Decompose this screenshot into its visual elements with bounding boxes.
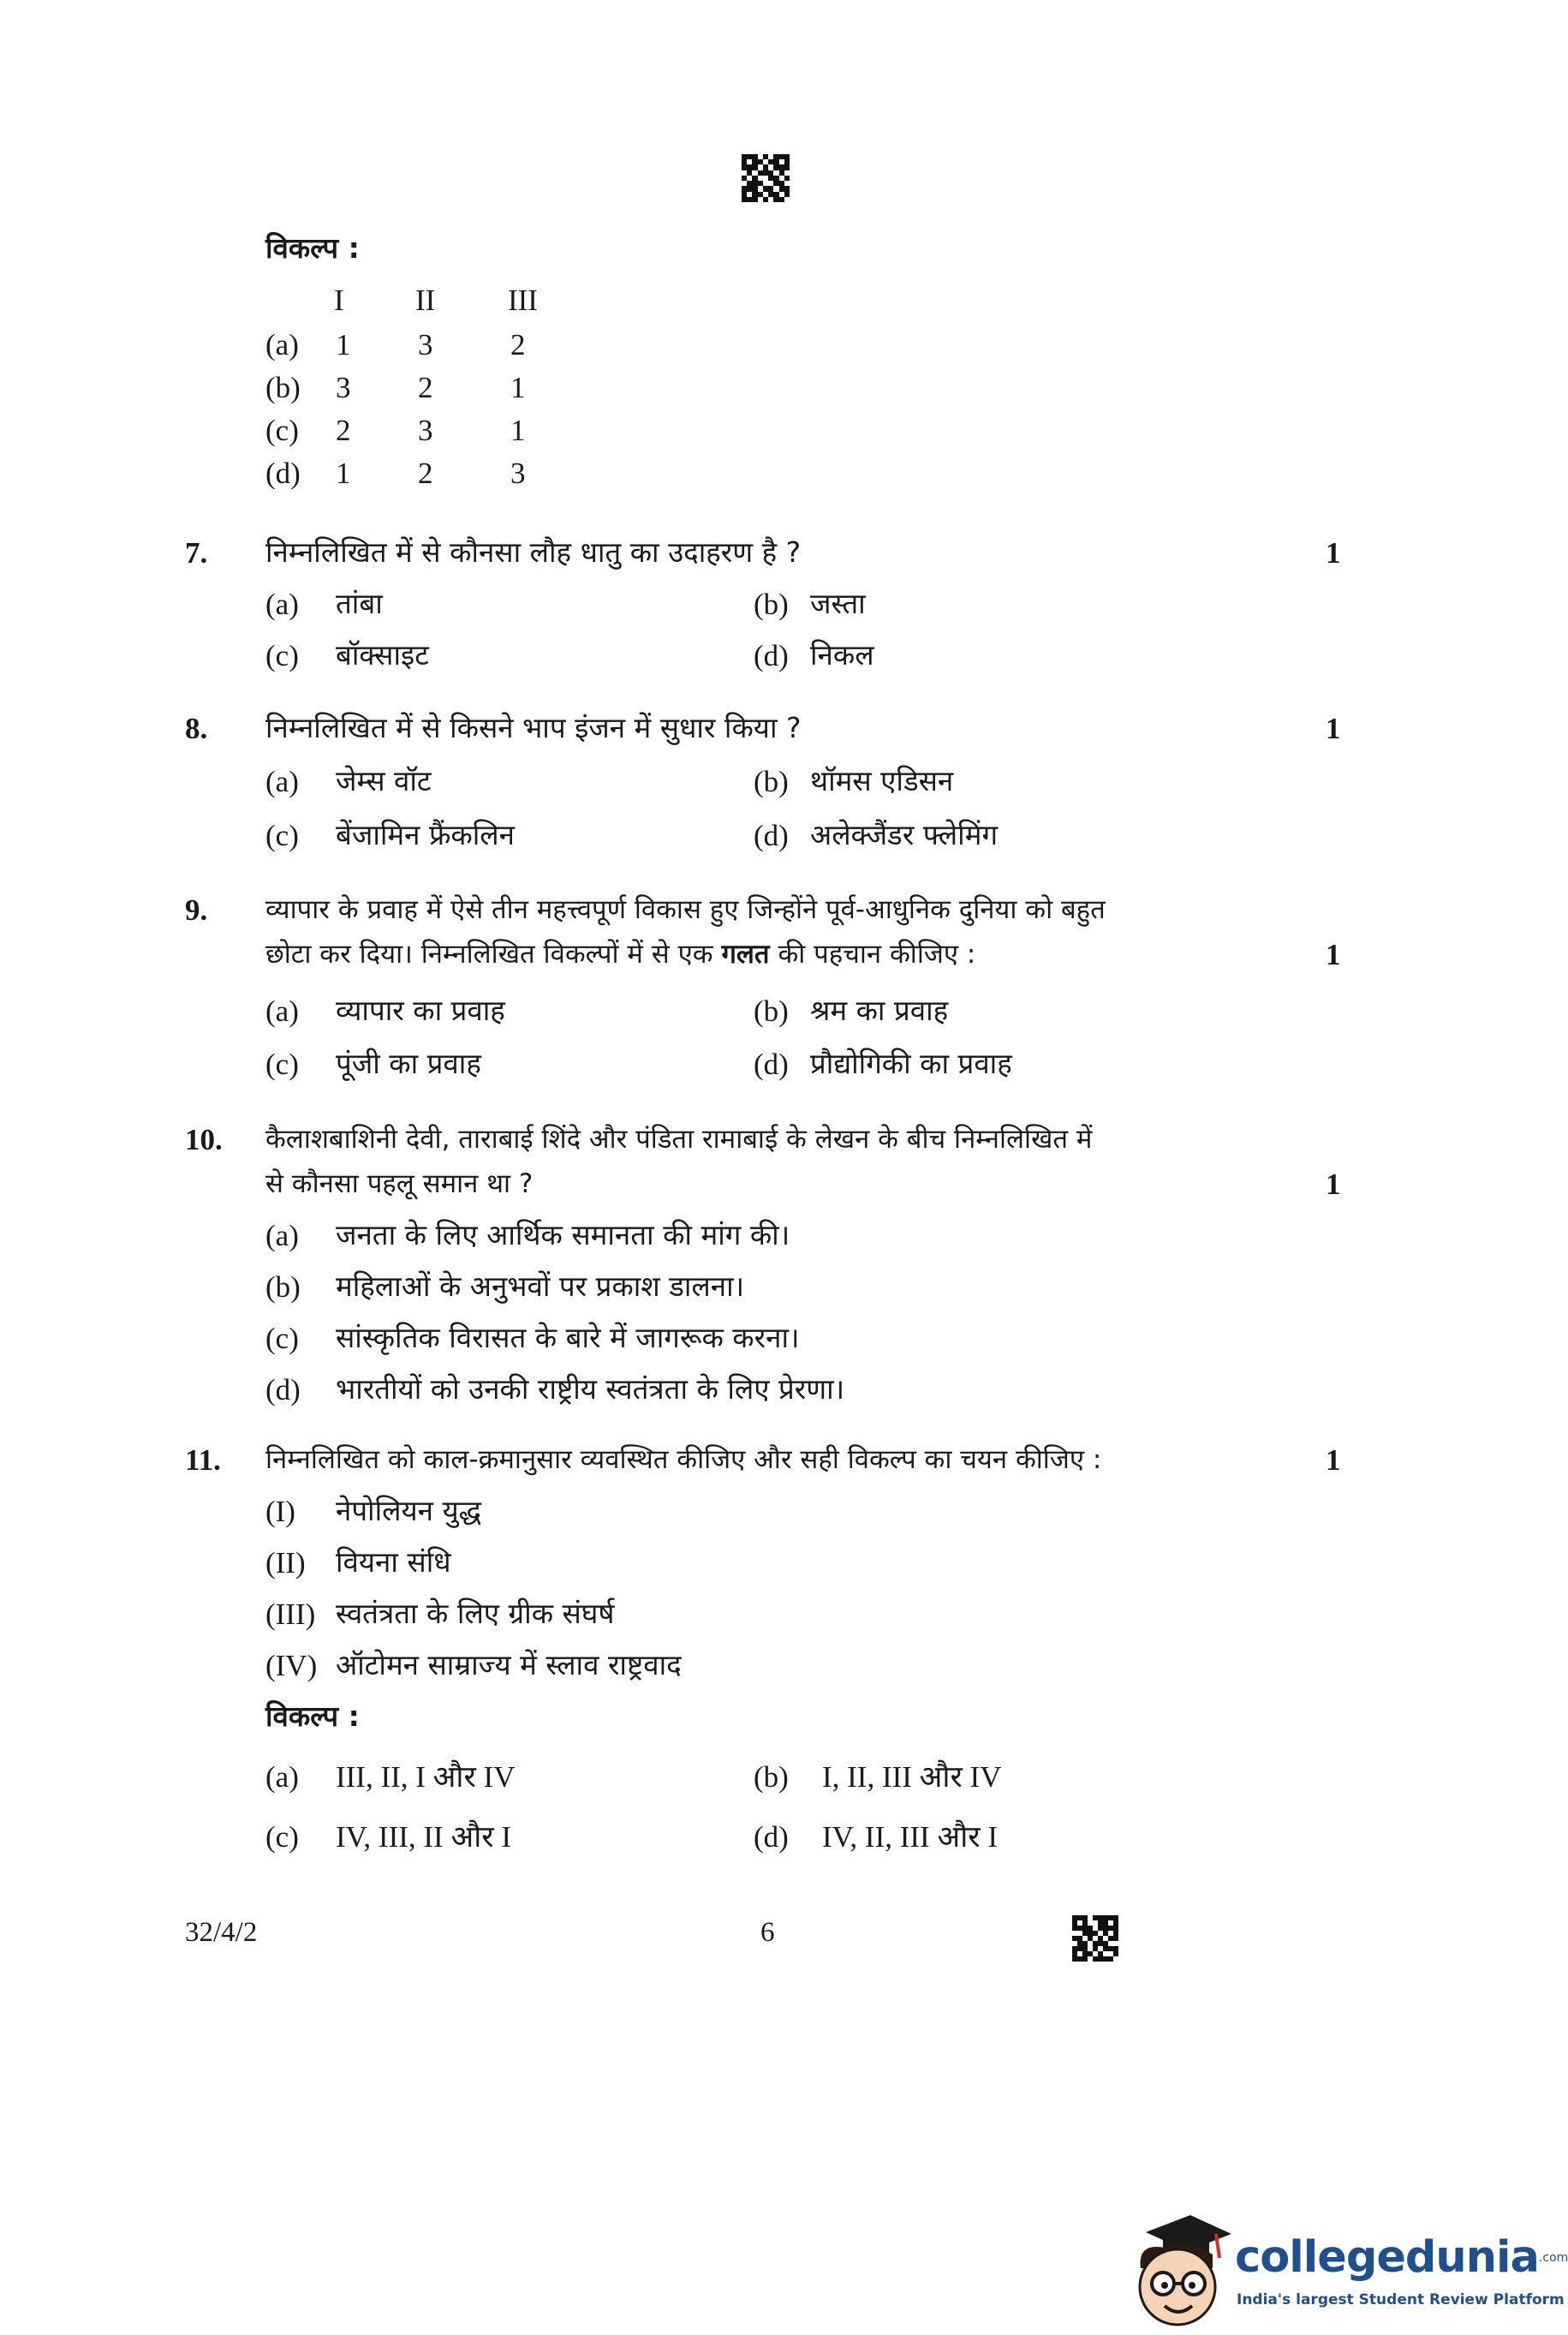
option-text: I, II, III और IV [822,1760,1002,1794]
question-marks: 1 [1326,1168,1341,1201]
logo-brand-suffix: .com [1538,2251,1568,2265]
option-label: (b) [754,994,789,1028]
match-cell: 3 [418,328,433,361]
question-text: निम्नलिखित को काल-क्रमानुसार व्यवस्थित कीजिए और सही विकल्प का चयन कीजिए : [265,1444,1102,1475]
option-label: (d) [754,1820,789,1854]
match-row-label: (c) [265,414,299,447]
match-cell: 3 [418,414,433,447]
match-cell: 3 [336,371,351,404]
match-cell: 3 [510,457,526,490]
option-text: थॉमस एडिसन [810,764,954,797]
question-text-line-1: व्यापार के प्रवाह में ऐसे तीन महत्त्वपूर्ण विकास हुए जिन्होंने पूर्व-आधुनिक दुनिया को बहुत [265,894,1106,925]
option-label: (a) [265,1760,299,1794]
item-text: नेपोलियन युद्ध [336,1494,481,1527]
option-text: श्रम का प्रवाह [810,994,949,1027]
question-marks: 1 [1326,536,1341,570]
qr-code-icon [742,154,790,202]
page-number: 6 [760,1917,775,1948]
qr-code-icon [1072,1915,1118,1962]
question-number: 10. [185,1123,223,1156]
option-label: (c) [265,819,299,852]
item-label: (II) [265,1546,306,1580]
option-label: (a) [265,588,299,621]
option-text: IV, III, II और I [336,1820,511,1854]
question-text: निम्नलिखित में से किसने भाप इंजन में सुधार किया ? [265,711,802,744]
option-text: पूंजी का प्रवाह [336,1047,481,1080]
option-text: जनता के लिए आर्थिक समानता की मांग की। [336,1218,790,1251]
option-label: (d) [754,639,789,672]
question-number: 7. [185,536,208,570]
option-text: III, II, I और IV [336,1760,516,1794]
match-cell: 2 [418,371,433,404]
match-row-label: (b) [265,371,301,404]
match-cell: 1 [336,457,351,490]
item-label: (IV) [265,1649,318,1682]
question-text: निम्नलिखित में से कौनसा लौह धातु का उदाहरण है ? [265,535,802,569]
emphasized-word: गलत [721,939,770,970]
option-label: (d) [754,1048,789,1081]
logo-brand-name: collegedunia [1235,2232,1539,2283]
collegedunia-logo [1130,2208,1568,2335]
logo-tagline: India's largest Student Review Platform [1237,2291,1565,2308]
option-text: तांबा [336,587,383,620]
option-label: (c) [265,639,299,672]
student-mascot-icon [1130,2208,1231,2335]
question-marks: 1 [1326,712,1341,745]
option-text: जेम्स वॉट [336,764,432,797]
match-row-label: (d) [265,457,301,490]
options-label: विकल्प : [265,231,360,265]
option-text: व्यापार का प्रवाह [336,994,505,1027]
question-number: 9. [185,893,208,927]
match-cell: 1 [336,328,351,361]
item-text: ऑटोमन साम्राज्य में स्लाव राष्ट्रवाद [336,1648,682,1681]
option-text: सांस्कृतिक विरासत के बारे में जागरूक करना। [336,1321,800,1354]
match-cell: 1 [510,414,526,447]
question-marks: 1 [1326,1443,1341,1477]
option-text: प्रौद्योगिकी का प्रवाह [810,1047,1012,1080]
option-label: (b) [265,1270,301,1304]
match-cell: 1 [510,371,526,404]
option-label: (b) [754,1760,789,1794]
option-label: (d) [265,1373,301,1406]
item-text: स्वतंत्रता के लिए ग्रीक संघर्ष [336,1597,615,1630]
option-label: (a) [265,994,299,1028]
item-label: (I) [265,1495,295,1528]
question-text-line-2: से कौनसा पहलू समान था ? [265,1168,534,1199]
options-label: विकल्प : [265,1699,360,1733]
option-text: अलेक्जैंडर फ्लेमिंग [810,818,999,851]
match-cell: 2 [418,457,433,490]
question-text-part: छोटा कर दिया। निम्नलिखित विकल्पों में से एक [265,939,722,970]
match-table-header: II [415,284,436,317]
match-table-header: III [508,284,538,317]
question-number: 11. [185,1443,221,1477]
option-label: (c) [265,1048,299,1081]
option-label: (d) [754,819,789,852]
question-text-line-1: कैलाशबाशिनी देवी, ताराबाई शिंदे और पंडिता रामाबाई के लेखन के बीच निम्नलिखित में [265,1124,1093,1155]
option-text: IV, II, III और I [822,1820,998,1854]
option-label: (c) [265,1820,299,1854]
match-cell: 2 [510,328,526,361]
option-label: (c) [265,1322,299,1355]
item-text: वियना संधि [336,1545,451,1579]
option-text: बेंजामिन फ्रैंकलिन [336,818,515,851]
option-label: (b) [754,765,789,798]
option-text: जस्ता [810,587,866,620]
paper-code: 32/4/2 [185,1917,258,1948]
question-text-line-2 [265,937,975,971]
option-text: भारतीयों को उनकी राष्ट्रीय स्वतंत्रता के लिए प्रेरणा। [336,1372,845,1406]
question-text-part: की पहचान कीजिए : [769,939,976,970]
option-label: (a) [265,1219,299,1252]
item-label: (III) [265,1597,316,1631]
logo-brand [1235,2232,1568,2284]
option-text: निकल [810,638,874,672]
question-number: 8. [185,712,208,745]
option-label: (b) [754,588,789,621]
option-label: (a) [265,765,299,798]
option-text: बॉक्साइट [336,638,429,672]
question-marks: 1 [1326,938,1341,971]
match-cell: 2 [336,414,351,447]
option-text: महिलाओं के अनुभवों पर प्रकाश डालना। [336,1269,745,1303]
match-row-label: (a) [265,328,299,361]
match-table-header: I [334,284,344,317]
